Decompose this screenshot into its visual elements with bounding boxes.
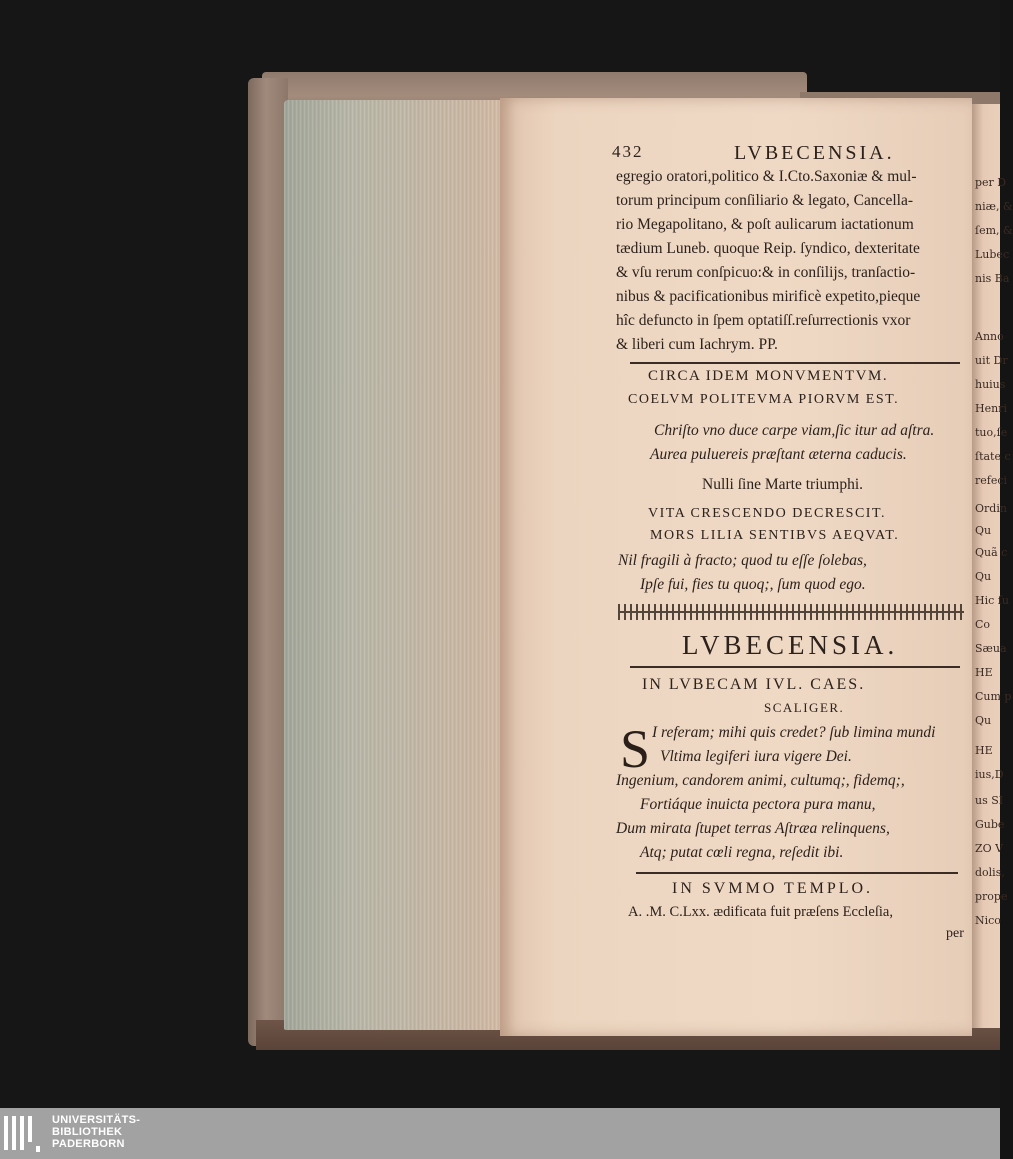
facing-page-fragment: ius,D xyxy=(975,768,1004,781)
footer-bar xyxy=(0,1108,1000,1159)
library-name-line: PADERBORN xyxy=(52,1138,125,1150)
library-name xyxy=(52,1114,140,1150)
ornamental-border xyxy=(618,604,964,620)
facing-page-fragment: uit Dr xyxy=(975,354,1008,367)
facing-page-fragment: Nico xyxy=(975,914,1001,927)
facing-page-fragment: Sæua xyxy=(975,642,1007,655)
library-name-line: BIBLIOTHEK xyxy=(52,1126,123,1138)
verse-line: Ipſe fui, fies tu quoq;, ſum quod ego. xyxy=(640,576,866,593)
poem-author: SCALIGER. xyxy=(764,700,845,715)
text-line: torum principum conſiliario & legato, Cancella- xyxy=(616,192,913,209)
facing-page-fragment: Hic ſu xyxy=(975,594,1009,607)
facing-page-fragment: dolis, xyxy=(975,866,1005,879)
running-head: LVBECENSIA. xyxy=(734,142,895,164)
verse-line: Aurea puluereis præſtant æterna caducis. xyxy=(650,446,907,463)
verse-line: Atq; putat cœli regna, reſedit ibi. xyxy=(640,844,844,861)
facing-page-fragment: tuo,ſe xyxy=(975,426,1008,439)
catchword: per xyxy=(946,926,964,941)
library-logo-icon xyxy=(4,1116,44,1154)
facing-page-fragment: Qu xyxy=(975,524,992,537)
text-line: tædium Luneb. quoque Reip. ſyndico, dexteritate xyxy=(616,240,920,257)
facing-page-fragment: huius xyxy=(975,378,1006,391)
page-number: 432 xyxy=(612,142,644,161)
facing-page xyxy=(972,104,1013,1028)
drop-cap: S xyxy=(620,719,651,779)
facing-page-fragment: Anno xyxy=(975,330,1004,343)
motto: Nulli ſine Marte triumphi. xyxy=(702,476,864,493)
book-spine-cover xyxy=(248,78,288,1046)
facing-page-fragment: Qu xyxy=(975,714,992,727)
facing-page-fragment: Qu xyxy=(975,570,992,583)
text-line: hîc defuncto in ſpem optatiſſ.reſurrectionis vxor xyxy=(616,312,911,329)
section-title: CIRCA IDEM MONVMENTVM. xyxy=(648,368,889,384)
verse-line: I referam; mihi quis credet? ſub limina mundi xyxy=(652,724,936,741)
facing-page-fragment: per D xyxy=(975,176,1007,189)
facing-page-fragment: prope xyxy=(975,890,1008,903)
facing-page-fragment: HE xyxy=(975,666,993,679)
facing-page-fragment: HE xyxy=(975,744,993,757)
section-subtitle: COELVM POLITEVMA PIORVM EST. xyxy=(628,392,900,407)
facing-page-fragment: ſem, & xyxy=(975,224,1013,237)
text-line: rio Megapolitano, & poſt aulicarum iactationum xyxy=(616,216,914,233)
facing-page-fragment: Gube xyxy=(975,818,1005,831)
facing-page-fragment: Quã c xyxy=(975,546,1008,559)
text-line: egregio oratori,politico & I.Cto.Saxoniæ & mul- xyxy=(616,168,917,185)
section-rule xyxy=(630,362,960,364)
verse-line: Ingenium, candorem animi, cultumq;, fidemq;, xyxy=(616,772,905,789)
text-line: A. .M. C.Lxx. ædificata fuit præſens Eccleſia, xyxy=(628,904,893,920)
page-block-edges xyxy=(284,100,514,1030)
verse-line: Nil fragili à fracto; quod tu eſſe ſolebas, xyxy=(618,552,867,569)
section-rule xyxy=(630,666,960,668)
text-line: & vſu rerum conſpicuo:& in conſilijs, tranſactio- xyxy=(616,264,916,281)
facing-page-fragment: ZO V xyxy=(975,842,1004,855)
verse-line: Fortiáque inuicta pectora pura manu, xyxy=(640,796,876,813)
section-heading: LVBECENSIA. xyxy=(682,630,899,660)
facing-page-fragment: Ordin xyxy=(975,502,1007,515)
text-line: nibus & pacificationibus mirificè expetito,pieque xyxy=(616,288,921,305)
facing-page-fragment: niæ, & xyxy=(975,200,1013,213)
verse-line: Dum mirata ſtupet terras Aſtræa relinquens, xyxy=(616,820,890,837)
section-rule xyxy=(636,872,958,874)
facing-page-fragment: Cum p xyxy=(975,690,1012,703)
facing-page-fragment: us SI xyxy=(975,794,1004,807)
facing-page-fragment: Lubec xyxy=(975,248,1010,261)
facing-page-fragment: ſtate c xyxy=(975,450,1011,463)
caps-line: MORS LILIA SENTIBVS AEQVAT. xyxy=(650,528,900,543)
caps-line: VITA CRESCENDO DECRESCIT. xyxy=(648,506,886,521)
section-title: IN SVMMO TEMPLO. xyxy=(672,880,874,897)
facing-page-fragment: Henri xyxy=(975,402,1007,415)
text-line: & liberi cum Iachrym. PP. xyxy=(616,336,778,353)
poem-title: IN LVBECAM IVL. CAES. xyxy=(642,676,866,693)
facing-page-fragment: nis Ba xyxy=(975,272,1010,285)
facing-page-fragment: refeci xyxy=(975,474,1008,487)
library-name-line: UNIVERSITÄTS- xyxy=(52,1114,141,1126)
facing-page-fragment: Co xyxy=(975,618,991,631)
verse-line: Chriſto vno duce carpe viam,ſic itur ad aſtra. xyxy=(654,422,935,439)
verse-line: Vltima legiferi iura vigere Dei. xyxy=(660,748,852,765)
